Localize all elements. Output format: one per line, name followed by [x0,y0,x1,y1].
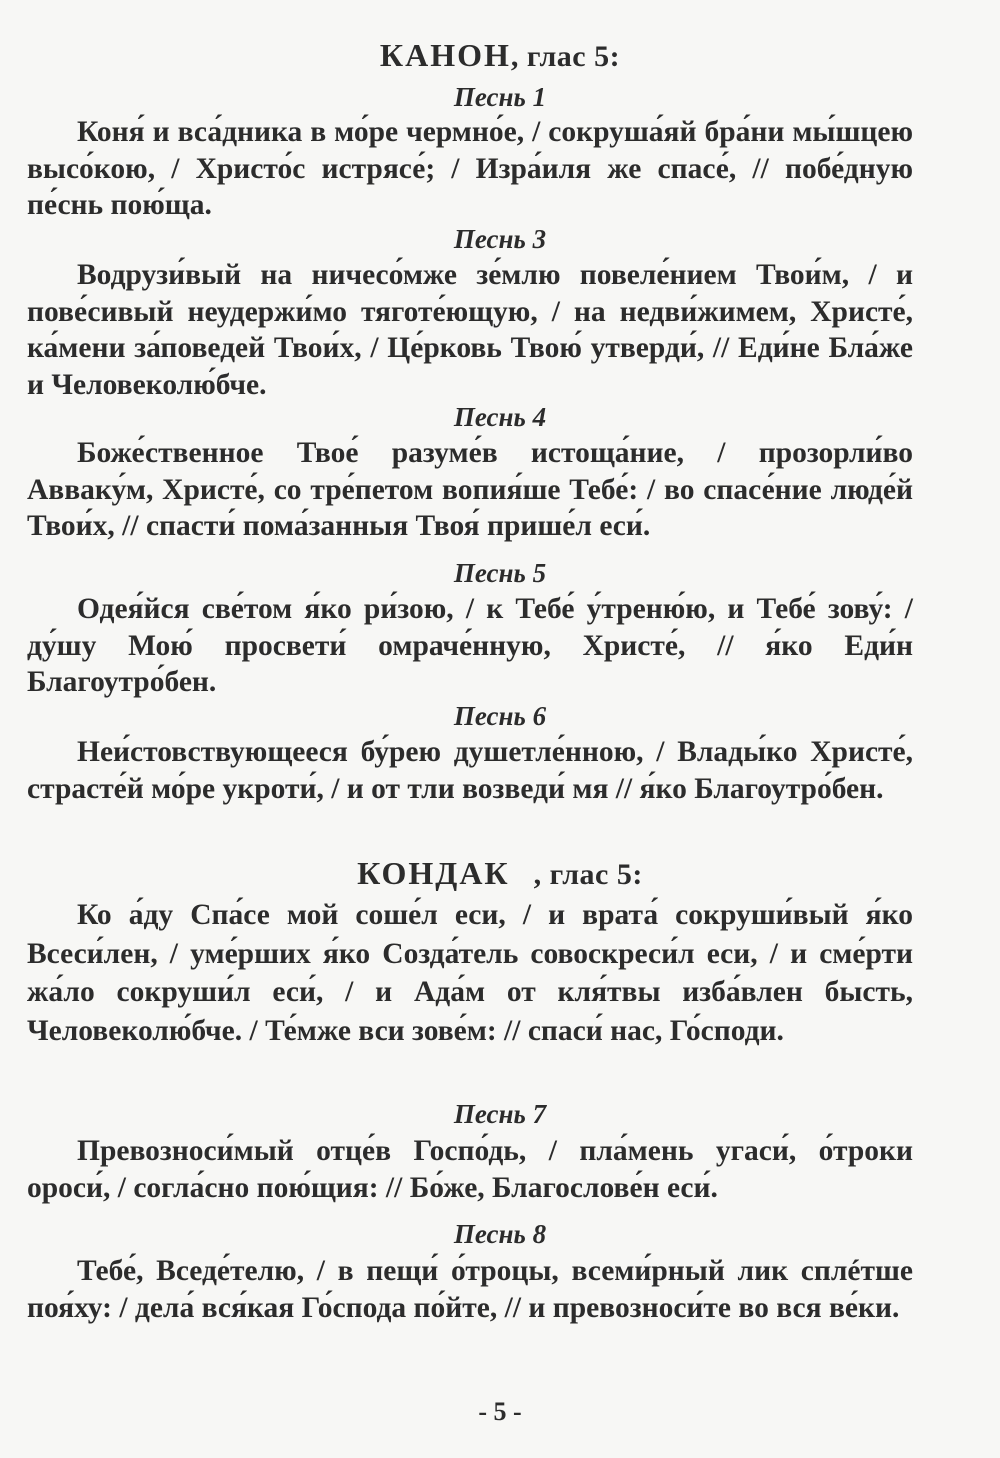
ode-1-heading: Песнь 1 [453,82,547,112]
ode-3-heading: Песнь 3 [453,224,547,254]
canon-title: КАНОН [379,37,511,73]
ode-5-heading: Песнь 5 [453,558,547,588]
ode-4-text: Боже́ственное Твое́ разуме́в истоща́ние, / прозорли́во Авваку́м, Христе́, со тре́петом вопия́ше Тебе́: / во спасе́ние люде́й Твои́х, // спасти́ пома́занныя Твоя́ прише́л еси́. [27,437,913,542]
ode-1-text: Коня́ и вса́дника в мо́ре чермно́е, / сокруша́яй бра́ни мы́шцею высо́кою, / Христо́с истрясе́; / Изра́иля же спасе́, // побе́дную пе́снь пою́ща. [27,116,913,221]
page-number: - 5 - [478,1397,522,1426]
kontakion-title: КОНДАК [357,855,510,891]
ode-7-heading: Песнь 7 [453,1099,547,1129]
canon-heading [0,37,1000,75]
ode-6-heading: Песнь 6 [453,701,547,731]
ode-5-text: Одея́йся све́том я́ко ри́зою, / к Тебе́ у́треню́ю, и Тебе́ зову́: / ду́шу Мою́ просвети́ омраче́нную, Христе́, // я́ко Еди́н Благоутро́бен. [27,593,913,698]
ode-6-text: Неи́стовствующееся бу́рею душетле́нною, / Влады́ко Христе́, страсте́й мо́ре укроти́, / и от тли возведи́ мя // я́ко Благоутро́бен. [27,736,913,805]
ode-7-text: Превозноси́мый отце́в Госпо́дь, / пла́мень угаси́, о́троки ороси́, / согла́сно пою́щия: // Бо́же, Благослове́н еси́. [27,1135,913,1204]
ode-3-text: Водрузи́вый на ничесо́мже зе́млю повеле́нием Твои́м, / и пове́сивый неудержи́мо тяготе́ющую, / на недви́жимем, Христе́, ка́мени за́поведей Твои́х, / Це́рковь Твою́ утверди́, // Еди́не Бла́же и Человеколю́бче. [27,259,913,401]
kontakion-text: Ко а́ду Спа́се мой соше́л еси, / и врата́ сокруши́вый я́ко Всеси́лен, / уме́рших я́ко Созда́тель совоскреси́л еси, / и сме́рти жа́ло сокруши́л еси́, / и Ада́м от кля́твы изба́влен бысть, Человеколю́бче. / Те́мже вси зове́м: // спаси́ нас, Го́споди. [27,899,913,1047]
kontakion-tone: , глас 5: [533,858,643,891]
ode-4-heading: Песнь 4 [453,402,547,432]
canon-tone: , глас 5: [510,40,621,73]
kontakion-heading [0,855,1000,893]
ode-8-heading: Песнь 8 [453,1219,547,1249]
ode-8-text: Тебе́, Вседе́телю, / в пещи́ о́троцы, всеми́рный лик сплéтше поя́ху: / дела́ вся́кая Го́спода по́йте, // и превозноси́те во вся ве́ки. [27,1255,913,1324]
